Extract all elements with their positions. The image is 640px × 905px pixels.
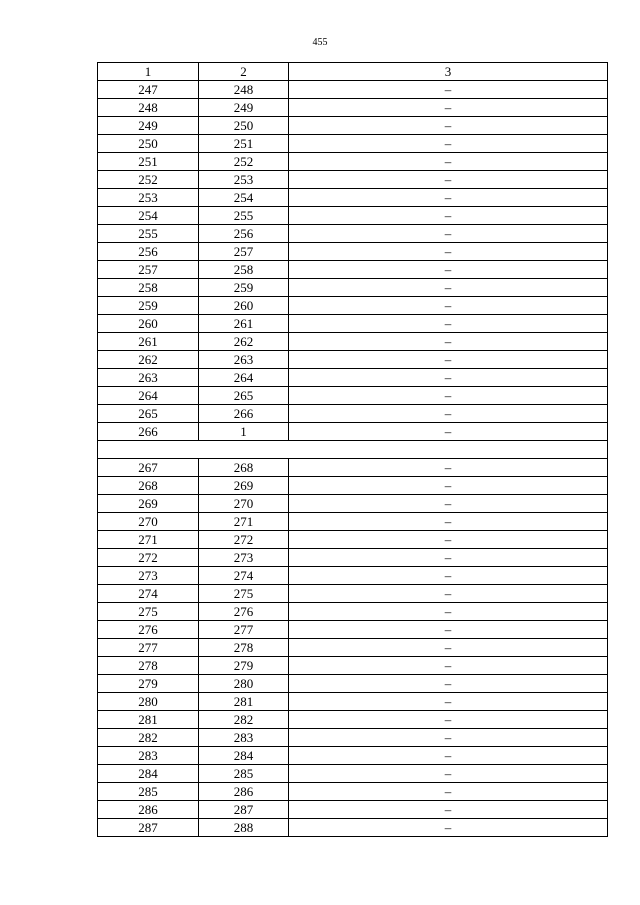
table-cell-col1: 287 — [98, 819, 199, 837]
table-cell-col2: 1 — [199, 423, 289, 441]
table-row — [98, 621, 608, 639]
table-cell-col1: 285 — [98, 783, 199, 801]
table-cell-col3: – — [289, 549, 608, 567]
table-cell-col2: 278 — [199, 639, 289, 657]
table-cell-col2: 283 — [199, 729, 289, 747]
table-cell-col2: 284 — [199, 747, 289, 765]
table-row — [98, 207, 608, 225]
table-cell-col2: 258 — [199, 261, 289, 279]
data-table — [97, 62, 608, 837]
table-row — [98, 567, 608, 585]
table-cell-col2: 259 — [199, 279, 289, 297]
table-cell-col3: – — [289, 117, 608, 135]
table-cell-col2: 269 — [199, 477, 289, 495]
page-number: 455 — [312, 37, 328, 48]
table-cell-col3: – — [289, 783, 608, 801]
table-row — [98, 225, 608, 243]
table-row — [98, 315, 608, 333]
table-cell-col3: – — [289, 657, 608, 675]
table-cell-col2: 270 — [199, 495, 289, 513]
table-cell-col3: – — [289, 189, 608, 207]
table-cell-col3: – — [289, 261, 608, 279]
table-row — [98, 351, 608, 369]
table-cell-col1: 281 — [98, 711, 199, 729]
table-cell-col2: 265 — [199, 387, 289, 405]
table-cell-col3: – — [289, 135, 608, 153]
table-row — [98, 171, 608, 189]
separator-row — [98, 441, 608, 459]
table-cell-col1: 258 — [98, 279, 199, 297]
table-cell-col1: 271 — [98, 531, 199, 549]
table-cell-col3: – — [289, 477, 608, 495]
table-row — [98, 261, 608, 279]
table-row — [98, 495, 608, 513]
table-cell-col2: 257 — [199, 243, 289, 261]
table-row — [98, 711, 608, 729]
table-cell-col2: 256 — [199, 225, 289, 243]
table-row — [98, 477, 608, 495]
table-cell-col2: 275 — [199, 585, 289, 603]
table-cell-col3: – — [289, 747, 608, 765]
table-row — [98, 729, 608, 747]
table-cell-col1: 274 — [98, 585, 199, 603]
table-cell-col2: 255 — [199, 207, 289, 225]
table-cell-col3: – — [289, 639, 608, 657]
table-cell-col3: – — [289, 567, 608, 585]
separator-cell — [98, 441, 608, 459]
table-cell-col3: – — [289, 333, 608, 351]
table-cell-col3: – — [289, 603, 608, 621]
table-cell-col1: 284 — [98, 765, 199, 783]
table-cell-col3: – — [289, 675, 608, 693]
table-cell-col1: 263 — [98, 369, 199, 387]
table-cell-col1: 251 — [98, 153, 199, 171]
table-cell-col2: 268 — [199, 459, 289, 477]
table-cell-col2: 249 — [199, 99, 289, 117]
table-cell-col1: 252 — [98, 171, 199, 189]
table-row — [98, 657, 608, 675]
table-row — [98, 765, 608, 783]
table-cell-col3: – — [289, 225, 608, 243]
table-cell-col1: 270 — [98, 513, 199, 531]
table-row — [98, 279, 608, 297]
table-cell-col1: 272 — [98, 549, 199, 567]
table-cell-col2: 263 — [199, 351, 289, 369]
table-row — [98, 117, 608, 135]
table-cell-col1: 260 — [98, 315, 199, 333]
table-row — [98, 297, 608, 315]
table-cell-col1: 278 — [98, 657, 199, 675]
table-row — [98, 819, 608, 837]
table-row — [98, 801, 608, 819]
table-cell-col3: – — [289, 315, 608, 333]
column-header-3: 3 — [289, 63, 608, 81]
table-row — [98, 135, 608, 153]
table-cell-col3: – — [289, 387, 608, 405]
table-cell-col3: – — [289, 207, 608, 225]
table-cell-col2: 252 — [199, 153, 289, 171]
table-cell-col3: – — [289, 585, 608, 603]
table-body-second — [98, 459, 608, 837]
table-row — [98, 783, 608, 801]
table-cell-col3: – — [289, 819, 608, 837]
table-cell-col3: – — [289, 729, 608, 747]
table-cell-col1: 282 — [98, 729, 199, 747]
table-cell-col1: 250 — [98, 135, 199, 153]
table-cell-col2: 248 — [199, 81, 289, 99]
table-cell-col3: – — [289, 531, 608, 549]
table-cell-col3: – — [289, 243, 608, 261]
table-row — [98, 243, 608, 261]
table-cell-col1: 266 — [98, 423, 199, 441]
table-cell-col3: – — [289, 279, 608, 297]
table-cell-col2: 285 — [199, 765, 289, 783]
table-cell-col1: 261 — [98, 333, 199, 351]
table-cell-col1: 265 — [98, 405, 199, 423]
table-separator — [98, 441, 608, 459]
table-cell-col3: – — [289, 351, 608, 369]
table-cell-col1: 254 — [98, 207, 199, 225]
table-row — [98, 549, 608, 567]
table-row — [98, 693, 608, 711]
table-cell-col1: 273 — [98, 567, 199, 585]
table-cell-col3: – — [289, 765, 608, 783]
table-cell-col3: – — [289, 99, 608, 117]
table-cell-col1: 268 — [98, 477, 199, 495]
table-cell-col3: – — [289, 81, 608, 99]
table-cell-col2: 288 — [199, 819, 289, 837]
table-row — [98, 603, 608, 621]
table-cell-col2: 266 — [199, 405, 289, 423]
table-cell-col1: 255 — [98, 225, 199, 243]
table-row — [98, 639, 608, 657]
table-row — [98, 423, 608, 441]
table-cell-col1: 256 — [98, 243, 199, 261]
table-cell-col2: 276 — [199, 603, 289, 621]
table-cell-col3: – — [289, 621, 608, 639]
table-cell-col1: 283 — [98, 747, 199, 765]
table-cell-col2: 287 — [199, 801, 289, 819]
table-row — [98, 531, 608, 549]
table-cell-col2: 274 — [199, 567, 289, 585]
table-cell-col2: 261 — [199, 315, 289, 333]
table-cell-col1: 277 — [98, 639, 199, 657]
table-cell-col3: – — [289, 405, 608, 423]
table-row — [98, 99, 608, 117]
table-cell-col2: 286 — [199, 783, 289, 801]
table-row — [98, 585, 608, 603]
table-row — [98, 333, 608, 351]
table-cell-col1: 253 — [98, 189, 199, 207]
table-cell-col3: – — [289, 711, 608, 729]
table-cell-col3: – — [289, 153, 608, 171]
table-row — [98, 387, 608, 405]
table-row — [98, 153, 608, 171]
table-cell-col1: 262 — [98, 351, 199, 369]
column-header-1: 1 — [98, 63, 199, 81]
table-row — [98, 81, 608, 99]
table-row — [98, 747, 608, 765]
table-cell-col2: 281 — [199, 693, 289, 711]
table-cell-col1: 275 — [98, 603, 199, 621]
table-row — [98, 675, 608, 693]
table-cell-col2: 262 — [199, 333, 289, 351]
table-row — [98, 369, 608, 387]
header-row — [98, 63, 608, 81]
table-cell-col3: – — [289, 171, 608, 189]
table-row — [98, 405, 608, 423]
table-row — [98, 459, 608, 477]
table-cell-col2: 271 — [199, 513, 289, 531]
table-cell-col2: 273 — [199, 549, 289, 567]
table-cell-col1: 249 — [98, 117, 199, 135]
table-cell-col2: 279 — [199, 657, 289, 675]
table-cell-col2: 253 — [199, 171, 289, 189]
table-cell-col2: 282 — [199, 711, 289, 729]
table-cell-col3: – — [289, 801, 608, 819]
table-cell-col3: – — [289, 693, 608, 711]
table-cell-col1: 247 — [98, 81, 199, 99]
table-cell-col1: 286 — [98, 801, 199, 819]
table-cell-col1: 248 — [98, 99, 199, 117]
table-cell-col2: 251 — [199, 135, 289, 153]
table-cell-col2: 250 — [199, 117, 289, 135]
table-cell-col1: 269 — [98, 495, 199, 513]
table-row — [98, 513, 608, 531]
table-cell-col3: – — [289, 423, 608, 441]
table-cell-col1: 264 — [98, 387, 199, 405]
table-row — [98, 189, 608, 207]
table-cell-col1: 267 — [98, 459, 199, 477]
table-cell-col2: 272 — [199, 531, 289, 549]
table-cell-col3: – — [289, 513, 608, 531]
table-cell-col2: 254 — [199, 189, 289, 207]
table-cell-col3: – — [289, 297, 608, 315]
table-cell-col2: 260 — [199, 297, 289, 315]
table-cell-col3: – — [289, 369, 608, 387]
table-cell-col1: 280 — [98, 693, 199, 711]
table-cell-col1: 259 — [98, 297, 199, 315]
table-cell-col1: 257 — [98, 261, 199, 279]
table-body-first — [98, 81, 608, 441]
table-cell-col1: 276 — [98, 621, 199, 639]
table-cell-col3: – — [289, 495, 608, 513]
column-header-2: 2 — [199, 63, 289, 81]
table-cell-col2: 280 — [199, 675, 289, 693]
table-cell-col2: 264 — [199, 369, 289, 387]
table-cell-col2: 277 — [199, 621, 289, 639]
table-cell-col3: – — [289, 459, 608, 477]
table-cell-col1: 279 — [98, 675, 199, 693]
